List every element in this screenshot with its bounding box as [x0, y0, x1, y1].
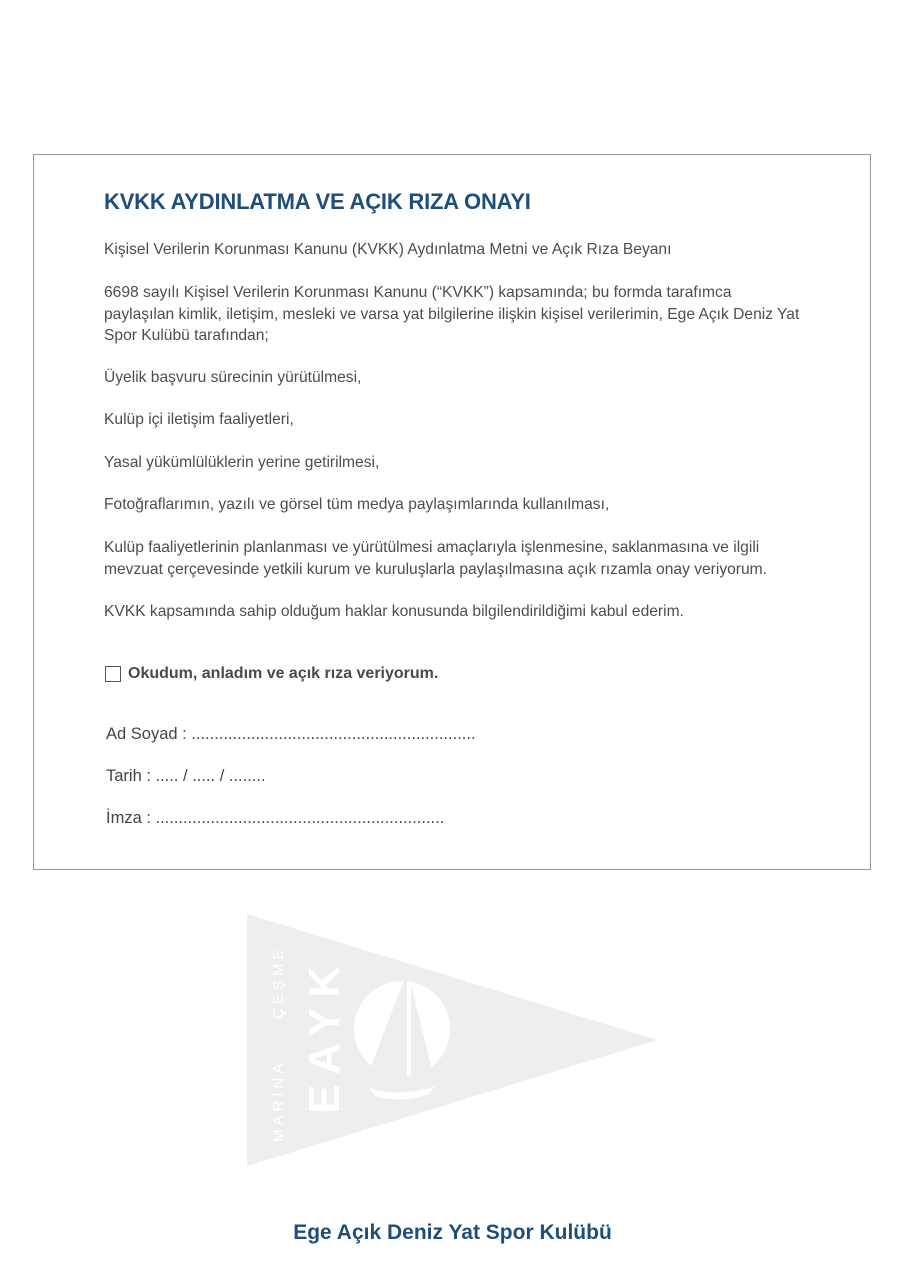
- consent-checkbox-label: Okudum, anladım ve açık rıza veriyorum.: [128, 665, 439, 682]
- footer-club-name: Ege Açık Deniz Yat Spor Kulübü: [293, 1221, 612, 1244]
- intro-paragraph: 6698 sayılı Kişisel Verilerin Korunması Kanunu (“KVKK”) kapsamında; bu formda tarafımca paylaşılan kimlik, iletişim, mesleki ve varsa yat bilgilerine ilişkin kişisel verilerimin, Ege Açık Deniz Yat Spor Kulübü tarafından;: [104, 284, 800, 344]
- logo-side-text-cesme: ÇEŞME: [270, 945, 287, 1019]
- consent-checkbox-row[interactable]: [105, 665, 438, 683]
- purpose-item: Kulüp içi iletişim faaliyetleri,: [104, 411, 294, 428]
- purpose-item: Fotoğraflarımın, yazılı ve görsel tüm medya paylaşımlarında kullanılması,: [104, 496, 610, 513]
- logo-letters: EAYK: [300, 955, 349, 1114]
- consent-checkbox[interactable]: [105, 666, 121, 682]
- pennant-logo-icon: [247, 914, 657, 1166]
- logo-side-text-marina: MARİNA: [270, 1059, 287, 1142]
- consent-paragraph: Kulüp faaliyetlerinin planlanması ve yürütülmesi amaçlarıyla işlenmesine, saklanmasına ve ilgili mevzuat çerçevesinde yetkili kurum ve kuruluşlarla paylaşılmasına açık rızamla onay veriyorum.: [104, 539, 767, 578]
- signature-field[interactable]: İmza : ...............................................................: [106, 809, 445, 827]
- club-logo-watermark: [247, 914, 657, 1166]
- rights-paragraph: KVKK kapsamında sahip olduğum haklar konusunda bilgilendirildiğimi kabul ederim.: [104, 603, 684, 620]
- date-field[interactable]: Tarih : ..... / ..... / ........: [106, 767, 266, 785]
- purpose-item: Üyelik başvuru sürecinin yürütülmesi,: [104, 369, 362, 386]
- purpose-item: Yasal yükümlülüklerin yerine getirilmesi,: [104, 454, 380, 471]
- form-title: KVKK AYDINLATMA VE AÇIK RIZA ONAYI: [104, 189, 531, 214]
- consent-form: [33, 154, 871, 870]
- name-field[interactable]: Ad Soyad : ..............................................................: [106, 725, 476, 743]
- form-subtitle: Kişisel Verilerin Korunması Kanunu (KVKK) Aydınlatma Metni ve Açık Rıza Beyanı: [104, 241, 672, 258]
